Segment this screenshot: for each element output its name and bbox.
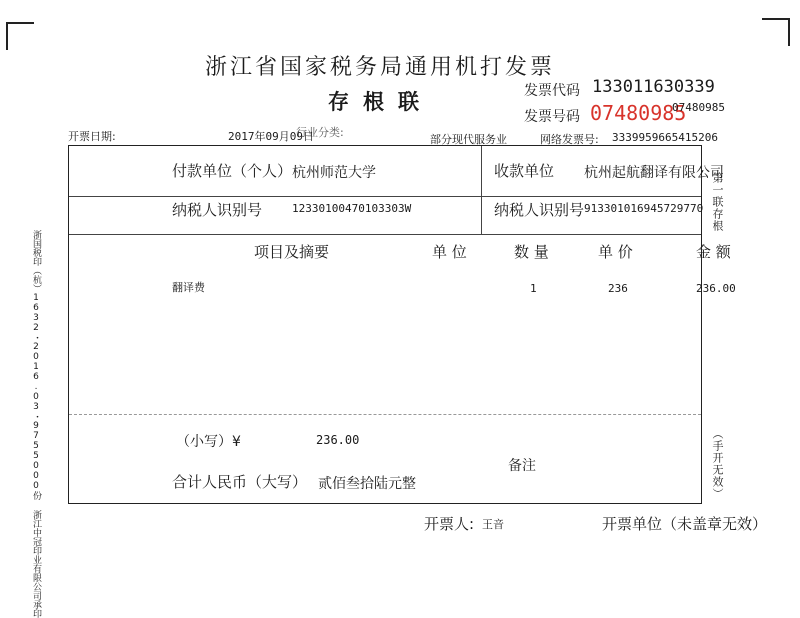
payer-label: 付款单位（个人） — [172, 162, 293, 180]
invoice-number-print: 07480985 — [672, 101, 725, 114]
payee-tax-label: 纳税人识别号 — [494, 201, 585, 219]
copy-type-label: 第一联存根 — [711, 172, 724, 232]
item-amount: 236.00 — [696, 282, 736, 295]
subtotal-label: （小写）¥ — [176, 434, 241, 450]
row-divider — [69, 196, 701, 197]
payee-name: 杭州起航翻译有限公司 — [584, 165, 724, 181]
payee-tax-id: 913301016945729770 — [584, 202, 704, 215]
row-divider — [69, 414, 701, 415]
remark-label: 备注 — [508, 458, 536, 474]
col-header-unit: 单 位 — [432, 243, 467, 261]
col-header-item: 项目及摘要 — [254, 243, 330, 261]
printer-imprint: 浙国税印（杭）1632・2016.03・9755000份 浙江中冠印业有限公司承印 — [31, 230, 41, 618]
invoice-code-label: 发票代码 — [524, 83, 580, 99]
invoice-title: 浙江省国家税务局通用机打发票 — [205, 55, 556, 80]
invoice-number-red: 07480985 — [590, 101, 687, 125]
issuer-label: 开票人: — [424, 515, 475, 533]
crop-mark-top-left — [6, 22, 34, 50]
industry-value: 部分现代服务业 — [430, 133, 507, 146]
date-value: 2017年09月09日 — [228, 130, 314, 143]
seal-note: 开票单位（未盖章无效） — [602, 515, 768, 533]
col-header-qty: 数 量 — [514, 243, 549, 261]
issuer-name: 王音 — [482, 518, 504, 531]
total-uppercase-label: 合计人民币（大写） — [172, 473, 308, 491]
column-divider — [481, 146, 482, 234]
industry-label: 行业分类: — [296, 126, 344, 139]
row-divider — [69, 234, 701, 235]
payer-tax-id: 12330100470103303W — [292, 202, 412, 215]
invoice-code-value: 133011630339 — [592, 77, 715, 97]
invoice-subtitle: 存根联 — [328, 89, 433, 114]
payer-tax-label: 纳税人识别号 — [172, 201, 263, 219]
invoice-number-label: 发票号码 — [524, 109, 580, 125]
total-uppercase-value: 贰佰叁拾陆元整 — [318, 476, 416, 492]
payer-name: 杭州师范大学 — [292, 165, 376, 181]
invoice-table — [68, 145, 702, 504]
subtotal-value: 236.00 — [316, 433, 360, 447]
item-description: 翻译费 — [172, 281, 205, 294]
col-header-amount: 金 额 — [696, 243, 731, 261]
item-price: 236 — [608, 282, 628, 295]
handwritten-invalid-note: （手开无效） — [711, 428, 724, 500]
date-label: 开票日期: — [68, 130, 116, 143]
item-quantity: 1 — [530, 282, 537, 295]
payee-label: 收款单位 — [494, 162, 555, 180]
crop-mark-top-right — [762, 18, 790, 46]
col-header-price: 单 价 — [598, 243, 633, 261]
network-invoice-label: 网络发票号: — [540, 133, 599, 146]
network-invoice-value: 3339959665415206 — [612, 131, 718, 144]
